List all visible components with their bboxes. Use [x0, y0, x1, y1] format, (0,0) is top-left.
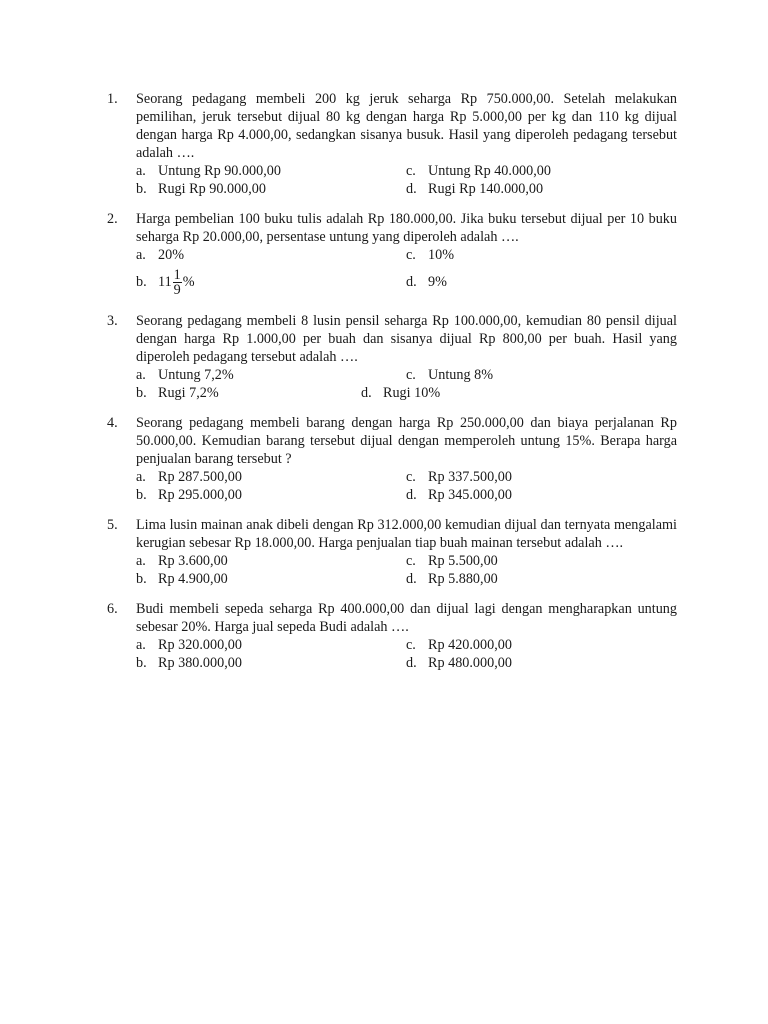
option-text: Rp 420.000,00: [428, 637, 512, 653]
question-number: 2.: [107, 211, 118, 227]
question-number: 5.: [107, 517, 118, 533]
question-text: Seorang pedagang membeli barang dengan harga Rp 250.000,00 dan biaya perjalanan Rp 50.000,00. Kemudian barang tersebut dijual dengan memperoleh untung 15%. Berapa harga penjualan barang tersebut ?: [136, 415, 677, 467]
question-6: [107, 600, 677, 672]
option-c: [406, 246, 676, 264]
option-text: Rp 3.600,00: [158, 553, 228, 569]
option-a: [136, 366, 406, 384]
question-5: [107, 516, 677, 588]
option-letter: c.: [406, 469, 416, 485]
options: [136, 246, 677, 300]
option-text: Rp 337.500,00: [428, 469, 512, 485]
question-number: 3.: [107, 313, 118, 329]
option-letter: b.: [136, 487, 147, 503]
option-letter: b.: [136, 655, 147, 671]
option-text: 10%: [428, 247, 455, 263]
option-text: Rp 287.500,00: [158, 469, 242, 485]
option-letter: c.: [406, 367, 416, 383]
question-4: [107, 414, 677, 504]
option-letter: b.: [136, 274, 147, 290]
option-c: [406, 162, 676, 180]
option-letter: a.: [136, 469, 146, 485]
option-b: [136, 180, 406, 198]
option-text: 9%: [428, 274, 447, 290]
options: [136, 162, 677, 198]
mixed-fraction: [158, 268, 195, 297]
option-text: Rugi 10%: [383, 385, 441, 401]
option-letter: d.: [406, 655, 417, 671]
option-d: [406, 486, 676, 504]
option-letter: d.: [406, 571, 417, 587]
option-c: [406, 552, 676, 570]
question-text: Harga pembelian 100 buku tulis adalah Rp 180.000,00. Jika buku tersebut dijual per 10 buku seharga Rp 20.000,00, persentase untung yang diperoleh adalah ….: [136, 211, 677, 245]
option-letter: d.: [406, 181, 417, 197]
option-c: [406, 636, 676, 654]
option-text: Rp 320.000,00: [158, 637, 242, 653]
option-letter: a.: [136, 637, 146, 653]
option-d: [406, 180, 676, 198]
question-2: [107, 210, 677, 300]
option-b: [136, 570, 406, 588]
option-c: [406, 366, 676, 384]
option-c: [406, 468, 676, 486]
option-a: [136, 246, 406, 264]
option-d: [406, 654, 676, 672]
option-letter: a.: [136, 163, 146, 179]
question-3: [107, 312, 677, 402]
option-d: [406, 570, 676, 588]
question-number: 1.: [107, 91, 118, 107]
option-letter: c.: [406, 637, 416, 653]
option-text: Untung 7,2%: [158, 367, 234, 383]
question-number: 4.: [107, 415, 118, 431]
option-b: [136, 264, 406, 300]
option-letter: b.: [136, 571, 147, 587]
fraction-whole: 11: [158, 273, 172, 290]
option-letter: c.: [406, 163, 416, 179]
option-d: [361, 384, 676, 402]
options: [136, 366, 677, 402]
option-text: Rp 5.500,00: [428, 553, 498, 569]
option-letter: c.: [406, 553, 416, 569]
option-letter: a.: [136, 247, 146, 263]
question-text: Seorang pedagang membeli 200 kg jeruk seharga Rp 750.000,00. Setelah melakukan pemilihan, jeruk tersebut dijual 80 kg dengan harga Rp 5.000,00 per kg dan 110 kg dijual dengan harga Rp 4.000,00, sedangkan sisanya busuk. Hasil yang diperoleh pedagang tersebut adalah ….: [136, 91, 677, 161]
question-text: Seorang pedagang membeli 8 lusin pensil seharga Rp 100.000,00, kemudian 80 pensil dijual dengan harga Rp 1.000,00 per buah dan sisanya dijual Rp 800,00 per buah. Hasil yang diperoleh pedagang tersebut adalah ….: [136, 313, 677, 365]
option-letter: a.: [136, 367, 146, 383]
option-letter: d.: [406, 487, 417, 503]
option-letter: a.: [136, 553, 146, 569]
option-text: Rp 5.880,00: [428, 571, 498, 587]
option-letter: d.: [361, 385, 372, 401]
option-letter: d.: [406, 274, 417, 290]
fraction: [173, 268, 182, 297]
option-text: Untung Rp 40.000,00: [428, 163, 551, 179]
option-text: Rp 345.000,00: [428, 487, 512, 503]
option-text: Rp 295.000,00: [158, 487, 242, 503]
option-text: Rugi 7,2%: [158, 385, 219, 401]
option-text: Rp 380.000,00: [158, 655, 242, 671]
option-d: [406, 264, 676, 300]
option-a: [136, 552, 406, 570]
option-a: [136, 162, 406, 180]
options: [136, 468, 677, 504]
question-list: [107, 90, 677, 684]
fraction-suffix: %: [182, 273, 195, 290]
question-1: [107, 90, 677, 198]
option-letter: c.: [406, 247, 416, 263]
fraction-denominator: 9: [173, 281, 181, 298]
question-text: Lima lusin mainan anak dibeli dengan Rp 312.000,00 kemudian dijual dan ternyata mengalami kerugian sebesar Rp 18.000,00. Harga penjualan tiap buah mainan tersebut adalah ….: [136, 517, 677, 551]
option-b: [136, 654, 406, 672]
option-a: [136, 636, 406, 654]
question-text: Budi membeli sepeda seharga Rp 400.000,00 dan dijual lagi dengan mengharapkan untung sebesar 20%. Harga jual sepeda Budi adalah ….: [136, 601, 677, 635]
option-text: Rugi Rp 90.000,00: [158, 181, 266, 197]
option-b: [136, 486, 406, 504]
option-text: 20%: [158, 247, 185, 263]
option-text: Rp 4.900,00: [158, 571, 228, 587]
option-text: Untung 8%: [428, 367, 494, 383]
question-number: 6.: [107, 601, 118, 617]
option-text: Untung Rp 90.000,00: [158, 163, 281, 179]
options: [136, 552, 677, 588]
fraction-numerator: 1: [173, 266, 181, 283]
options: [136, 636, 677, 672]
option-text: Rp 480.000,00: [428, 655, 512, 671]
option-letter: b.: [136, 385, 147, 401]
option-text: Rugi Rp 140.000,00: [428, 181, 544, 197]
option-letter: b.: [136, 181, 147, 197]
option-a: [136, 468, 406, 486]
